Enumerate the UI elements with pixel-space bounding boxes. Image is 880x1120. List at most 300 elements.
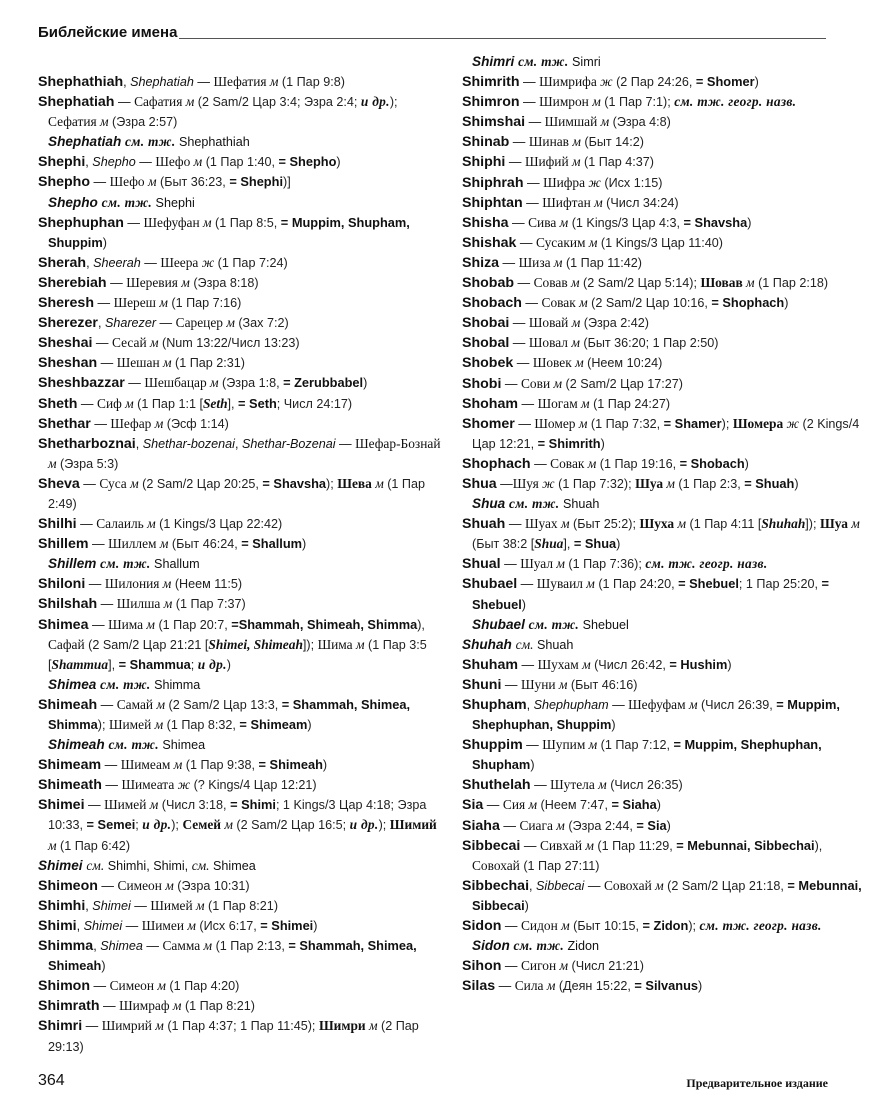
punctuation: — [90, 175, 110, 190]
dictionary-entry [462, 876, 872, 916]
punctuation: — [85, 577, 105, 592]
gender-marker: м [355, 636, 365, 652]
headword: Shobai [462, 315, 510, 332]
punctuation: Shebuel [579, 617, 629, 632]
variant-spelling: Shephatiah [130, 75, 194, 89]
punctuation: — [522, 738, 543, 753]
russian-name: Шима [317, 636, 356, 652]
dictionary-entry [462, 173, 872, 193]
equivalent-names: = Shimeam [239, 717, 308, 732]
equivalent-names: = Shavsha [683, 214, 748, 230]
equivalent-names: = Shobach [679, 455, 745, 471]
headword: Shephatiah [38, 94, 115, 111]
punctuation: — [114, 95, 135, 110]
reference: ); [389, 95, 398, 110]
russian-name: Сигон [521, 958, 560, 974]
equivalent-names: = Semei [86, 817, 136, 833]
reference: ) [784, 296, 789, 311]
cross-ref-headword: Shepho [48, 194, 102, 210]
russian-name: Шуа [635, 475, 667, 491]
reference: ) [101, 959, 106, 974]
punctuation: — [519, 75, 540, 90]
equivalent-names: = Mebunnai, Sibbechai [676, 837, 815, 853]
punctuation: — [509, 316, 529, 331]
dictionary-entry [462, 554, 872, 574]
reference: (1 Пар 11:29, [593, 838, 677, 853]
punctuation: Shimea [158, 738, 206, 753]
equivalent-names: = Sia [636, 817, 667, 833]
russian-name: Сарецер [175, 315, 227, 331]
headword: Shimeah [38, 696, 98, 713]
reference: (1 Пар 7:32, [587, 416, 664, 431]
gender-marker: м [224, 817, 233, 833]
gender-marker: м [528, 797, 538, 813]
abbreviation: см. тж. геогр. назв. [674, 94, 797, 110]
headword: Shomer [462, 415, 515, 432]
reference: (1 Пар 4:20) [165, 979, 240, 994]
gender-marker: ж [542, 475, 555, 491]
dictionary-entry [38, 1016, 448, 1056]
source-variant: Shua [534, 536, 564, 552]
gender-marker: м [187, 917, 196, 933]
reference: (1 Пар 2:49) [48, 476, 425, 511]
reference: ) [102, 235, 107, 250]
headword: Shoham [462, 395, 518, 412]
reference: ) [600, 436, 605, 451]
equivalent-names: = Hushim [669, 656, 728, 672]
punctuation: — [82, 1019, 102, 1034]
reference: (1 Пар 7:1); [600, 95, 675, 110]
russian-name: Симеон [117, 877, 166, 893]
russian-name: Шифтан [542, 194, 595, 210]
russian-name: Шуха [639, 516, 678, 532]
dictionary-entry [462, 695, 872, 735]
dictionary-entry [38, 434, 448, 474]
punctuation: — [130, 898, 151, 913]
dictionary-entry [462, 574, 872, 614]
headword: Shubael [462, 576, 518, 593]
reference: (1 Пар 4:11 [ [686, 517, 762, 532]
reference: ; Числ 24:17) [276, 396, 353, 411]
punctuation: , [86, 255, 94, 270]
variant-spelling: Shethar-Bozenai [241, 436, 336, 451]
dictionary-entry [38, 916, 448, 936]
russian-name: Шимеи [141, 917, 188, 933]
headword: Shimma [38, 938, 94, 955]
reference: (2 Sam/2 Цар 21:18, [663, 878, 788, 893]
punctuation: — [496, 476, 513, 491]
reference: (Быт 46:24, [168, 537, 242, 552]
gender-marker: м [154, 717, 164, 732]
gender-marker: см. [515, 636, 534, 652]
reference: (Исх 1:15) [600, 175, 663, 190]
reference: (Эсф 1:14) [163, 416, 229, 431]
reference: (Числ 26:42, [590, 657, 670, 672]
reference: (1 Пар 24:27) [589, 396, 671, 411]
reference: (2 Sam/2 Цар 16:5; [232, 818, 350, 833]
reference: (Деян 15:22, [555, 979, 635, 994]
headword: Shimeath [38, 777, 102, 794]
russian-name: Шомер [534, 415, 579, 431]
running-header [38, 24, 826, 44]
russian-name: Сефатия [48, 114, 100, 130]
russian-name: Шогам [537, 395, 582, 411]
gender-marker: м [162, 355, 172, 371]
headword: Shillem [38, 536, 89, 553]
headword: Shimhi [38, 897, 86, 914]
reference: (1 Kings/3 Цар 11:40) [597, 235, 723, 250]
punctuation: , [529, 878, 537, 893]
gender-marker: м [125, 395, 134, 411]
dictionary-entry [462, 514, 872, 554]
russian-name: Шуваил [536, 576, 587, 592]
russian-name: Сови [521, 375, 554, 391]
headword: Shiza [462, 254, 500, 271]
headword: Shimei [38, 797, 85, 814]
russian-name: Шимрий [101, 1018, 156, 1034]
russian-name: Шовек [532, 355, 576, 371]
gender-marker: м [561, 918, 570, 934]
russian-name: Шимеам [120, 757, 174, 773]
gender-marker: м [556, 556, 565, 572]
gender-marker: м [572, 134, 581, 150]
punctuation: — [505, 155, 525, 170]
gender-marker: см. [191, 857, 210, 873]
reference: (1 Пар 2:3, [674, 476, 745, 491]
punctuation: — [142, 939, 163, 954]
punctuation: — [500, 557, 521, 572]
punctuation: — [505, 517, 525, 532]
left-column [38, 72, 448, 1057]
dictionary-entry [38, 333, 448, 353]
equivalent-names: = Shimi [230, 797, 276, 813]
equivalent-names: = Zerubbabel [283, 375, 364, 391]
dictionary-entry [38, 514, 448, 534]
headword: Shiphrah [462, 174, 524, 191]
gender-marker: м [172, 998, 182, 1014]
dictionary-entry [462, 414, 872, 454]
reference: (Эзра 4:8) [609, 115, 671, 130]
equivalent-names: = Shebuel [472, 576, 829, 612]
cross-ref-headword: Shimea [48, 676, 101, 692]
russian-name: Семей [182, 817, 225, 833]
gender-marker: м [586, 576, 595, 592]
punctuation: Shimhi, Shimi, [104, 858, 192, 873]
variant-spelling: Sheerah [93, 255, 141, 270]
gender-marker: м [571, 315, 581, 331]
russian-name: Симеон [109, 978, 158, 994]
reference: ) [794, 476, 799, 491]
reference: ) [666, 818, 671, 833]
punctuation: Shallum [150, 557, 200, 572]
reference: (2 Sam/2 Цар 20:25, [138, 476, 263, 491]
reference: (1 Пар 4:37; 1 Пар 11:45); [163, 1019, 319, 1034]
headword: Shilshah [38, 596, 98, 613]
russian-name: Шима [108, 616, 147, 632]
dictionary-entry [462, 836, 872, 876]
russian-name: Шухам [537, 656, 583, 672]
headword: Shobi [462, 375, 502, 392]
reference: (1 Пар 2:18) [754, 276, 829, 291]
reference: ) [727, 657, 732, 672]
reference: (2 Sam/2 Цар 17:27) [562, 376, 683, 391]
punctuation: — [519, 95, 540, 110]
headword: Shobach [462, 295, 522, 312]
reference: (1 Пар 2:31) [171, 356, 245, 371]
punctuation: , [234, 436, 242, 451]
reference: (1 Пар 2:13, [212, 939, 289, 954]
gender-marker: м [375, 475, 384, 491]
reference: (Эзра 2:57) [108, 115, 178, 130]
headword: Shimron [462, 94, 520, 111]
equivalent-names: = Shua [573, 536, 617, 552]
equivalent-names: = Shuah [744, 475, 795, 491]
equivalent-names: = Shimrith [537, 435, 601, 451]
reference: ) [754, 75, 759, 90]
dictionary-entry [38, 213, 448, 253]
gender-marker: м [159, 295, 168, 311]
reference: (1 Пар 7:32); [554, 476, 636, 491]
russian-name: Шереш [113, 295, 160, 311]
russian-name: Шимей [150, 897, 196, 913]
cross-reference [38, 193, 448, 213]
reference: (Эзра 1:8, [218, 376, 284, 391]
punctuation: — [514, 276, 534, 291]
headword: Sheshbazzar [38, 375, 125, 392]
punctuation: — [97, 356, 117, 371]
punctuation: — [501, 677, 521, 692]
dictionary-entry [462, 152, 872, 172]
russian-name: Шиза [518, 254, 554, 270]
punctuation: , [526, 698, 534, 712]
gender-marker: м [560, 516, 570, 532]
reference: ); [171, 818, 183, 833]
dictionary-entry [462, 253, 872, 273]
equivalent-names: = Zidon [642, 918, 689, 934]
dictionary-entry [38, 72, 448, 92]
gender-marker: м [181, 274, 190, 290]
russian-name: Шева [337, 475, 376, 491]
punctuation: Zidon [563, 939, 599, 954]
reference: (Быт 46:16) [567, 677, 638, 692]
punctuation: — [88, 537, 109, 552]
russian-name: Шимий [389, 817, 437, 833]
variant-spelling: Shepho [92, 155, 136, 170]
headword: Shishak [462, 234, 517, 251]
reference: (1 Kings/3 Цар 4:3, [568, 215, 684, 230]
dictionary-entry [38, 253, 448, 273]
reference: ]); [805, 517, 820, 532]
russian-name: Самма [162, 938, 204, 954]
dictionary-entry [462, 313, 872, 333]
reference: (2 Sam/2 Цар 3:4; Эзра 2:4; [194, 95, 361, 110]
gender-marker: м [585, 837, 594, 853]
dictionary-entry [462, 273, 872, 293]
gender-marker: м [587, 455, 597, 471]
headword: Shimeam [38, 757, 102, 774]
gender-marker: м [655, 877, 664, 893]
dictionary-entry [462, 233, 872, 253]
punctuation: — [101, 778, 122, 793]
equivalent-names: = Shophach [711, 295, 785, 311]
gender-marker: ж [786, 415, 800, 431]
russian-name: Шимраф [119, 998, 173, 1014]
punctuation: — [94, 296, 114, 311]
dictionary-entry [462, 795, 872, 815]
gender-marker: м [582, 656, 591, 672]
russian-name: Сусаким [536, 234, 589, 250]
russian-name: Шинав [528, 134, 573, 150]
gender-marker: ж [600, 74, 613, 90]
reference: (1 Пар 3:5 [ [48, 637, 427, 672]
gender-marker: м [553, 375, 563, 391]
reference: (1 Пар 6:42) [56, 838, 131, 853]
reference: ) [744, 456, 749, 471]
cross-ref-headword: Shuhah [462, 636, 516, 652]
russian-name: Шуни [521, 676, 559, 692]
gender-marker: м [157, 978, 166, 994]
headword: Shimea [38, 616, 89, 633]
gender-marker: см. [86, 857, 105, 873]
gender-marker: м [579, 295, 588, 311]
dictionary-entry [38, 353, 448, 373]
dictionary-entry [38, 755, 448, 775]
russian-name: Шимей [104, 797, 150, 813]
gender-marker: м [163, 596, 173, 612]
reference: (Числ 26:35) [606, 778, 683, 793]
russian-name: Сива [528, 214, 560, 230]
punctuation: — [79, 476, 100, 491]
punctuation: — [124, 376, 145, 391]
dictionary-entry [38, 795, 448, 855]
russian-name: Шилша [116, 596, 164, 612]
reference: ; 1 Kings/3 Цар 4:18; Эзра 10:33, [48, 798, 427, 833]
gender-marker: м [600, 114, 610, 130]
punctuation: Shephi [152, 195, 195, 210]
reference: (? Kings/4 Цар 12:21) [190, 778, 317, 793]
abbreviation: и др. [349, 817, 379, 833]
punctuation: — [508, 215, 529, 230]
gender-marker: ж [588, 174, 601, 190]
punctuation: Shimea [209, 858, 256, 873]
cross-reference [462, 52, 872, 72]
variant-spelling: Shethar-bozenai [142, 436, 235, 451]
punctuation: — [97, 697, 117, 712]
reference: ); [326, 476, 338, 491]
gender-marker: м [571, 275, 580, 291]
gender-marker: м [688, 697, 698, 712]
gender-marker: м [559, 214, 569, 230]
dictionary-entry [462, 394, 872, 414]
equivalent-names: =Shammah, Shimeah, Shimma [231, 616, 418, 632]
punctuation: Shuah [559, 497, 600, 512]
russian-name: Шуя [512, 475, 543, 491]
reference: (1 Пар 7:37) [172, 597, 246, 612]
gender-marker: м [149, 797, 159, 813]
punctuation: — [123, 215, 144, 230]
russian-name: Совак [550, 455, 588, 471]
punctuation: — [499, 255, 519, 270]
dictionary-entry [38, 394, 448, 414]
cross-ref-headword: Shimeah [48, 737, 109, 753]
gender-marker: м [162, 576, 172, 592]
punctuation: , [76, 918, 84, 933]
reference: (Num 13:22/Числ 13:23) [158, 336, 300, 351]
punctuation: — [499, 818, 520, 833]
headword: Shual [462, 556, 501, 573]
abbreviation: см. тж. геогр. назв. [645, 556, 768, 572]
reference: (Числ 3:18, [158, 798, 231, 813]
russian-name: Совохай [472, 857, 520, 873]
abbreviation: см. тж. [528, 616, 580, 632]
reference: (1 Пар 20:7, [154, 617, 232, 632]
gender-marker: м [746, 275, 755, 291]
reference: ) [363, 376, 368, 391]
headword: Shiphtan [462, 194, 523, 211]
punctuation: — [122, 918, 142, 933]
equivalent-names: = Muppim, Shupham, Shuppim [48, 214, 410, 250]
gender-marker: м [155, 1018, 164, 1034]
headword: Shilhi [38, 516, 77, 533]
russian-name: Шешан [116, 355, 163, 371]
reference: ) [524, 898, 529, 913]
dictionary-entry [462, 816, 872, 836]
russian-name: Шовал [528, 335, 572, 351]
russian-name: Сивхай [539, 837, 586, 853]
headword: Silas [462, 978, 496, 995]
reference: (Быт 25:2); [569, 517, 640, 532]
russian-name: Суса [99, 475, 131, 491]
russian-name: Шомера [732, 415, 787, 431]
punctuation: , [123, 75, 131, 89]
source-variant: Seth [202, 395, 228, 411]
headword: Shimrath [38, 998, 100, 1015]
punctuation: — [517, 657, 538, 672]
punctuation: — [530, 778, 551, 793]
gender-marker: м [571, 154, 581, 170]
russian-name: Совав [533, 275, 572, 291]
russian-name: Шовай [528, 315, 572, 331]
edition-note: Предварительное издание [686, 1076, 828, 1090]
gender-marker: м [677, 516, 687, 532]
dictionary-entry [462, 72, 872, 92]
reference: ), [814, 838, 823, 853]
headword: Sherezer [38, 315, 98, 332]
gender-marker: м [193, 154, 203, 170]
headword: Shuah [462, 516, 506, 533]
gender-marker: м [546, 978, 556, 994]
gender-marker: м [556, 817, 565, 833]
reference: (Неем 7:47, [537, 798, 612, 813]
headword: Sherah [38, 254, 87, 271]
punctuation: — [517, 396, 538, 411]
gender-marker: м [269, 74, 279, 89]
headword: Sia [462, 797, 484, 814]
dictionary-entry [462, 675, 872, 695]
headword: Sibbechai [462, 877, 530, 894]
reference: )] [283, 175, 291, 190]
headword: Shimi [38, 917, 77, 934]
headword: Sidon [462, 918, 502, 935]
reference: (1 Пар 4:37) [580, 155, 654, 170]
reference: (Исх 6:17, [195, 918, 261, 933]
reference: ) [747, 215, 752, 230]
gender-marker: м [594, 194, 603, 210]
dictionary-entry [462, 655, 872, 675]
russian-name: Шефуфам [628, 697, 689, 712]
abbreviation: и др. [142, 817, 172, 833]
punctuation: — [97, 878, 118, 893]
